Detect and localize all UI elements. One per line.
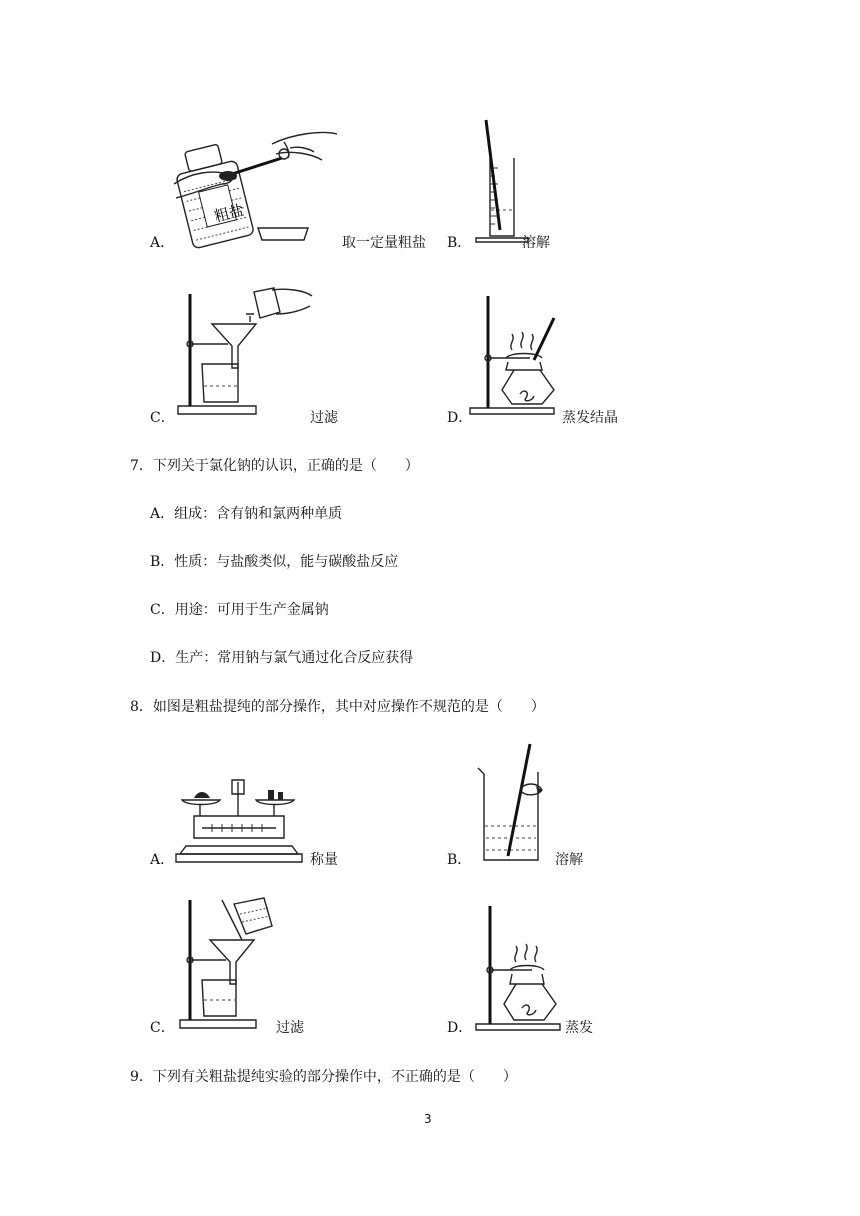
filtration-illustration — [178, 896, 278, 1034]
option-b: B．性质：与盐酸类似，能与碳酸盐反应 — [150, 554, 399, 570]
option-caption: 蒸发 — [565, 1020, 593, 1036]
option-letter: B． — [447, 235, 472, 251]
question-9-stem: 9．下列有关粗盐提纯实验的部分操作中，不正确的是（ ） — [130, 1069, 517, 1085]
option-caption: 过滤 — [276, 1020, 304, 1036]
filtration-illustration — [176, 284, 316, 418]
option-d: D．生产：常用钠与氯气通过化合反应获得 — [150, 650, 414, 666]
option-letter: A． — [150, 852, 175, 868]
option-letter: C． — [150, 410, 175, 426]
balance-illustration — [176, 776, 306, 864]
option-letter: C． — [150, 1020, 175, 1036]
page-number: 3 — [424, 1112, 432, 1126]
bottle-label: 粗盐 — [212, 200, 246, 226]
option-caption: 取一定量粗盐 — [342, 235, 426, 251]
salt-bottle-spoon-illustration — [172, 124, 342, 246]
evaporation-illustration — [474, 904, 564, 1032]
option-caption: 称量 — [310, 852, 338, 868]
beaker-stirring-illustration — [472, 742, 562, 864]
option-caption: 溶解 — [522, 235, 550, 251]
question-8-stem: 8．如图是粗盐提纯的部分操作，其中对应操作不规范的是（ ） — [130, 699, 545, 715]
option-letter: A． — [150, 235, 175, 251]
evaporation-illustration — [468, 294, 568, 418]
option-caption: 溶解 — [555, 852, 583, 868]
option-letter: D． — [447, 1020, 473, 1036]
option-caption: 蒸发结晶 — [562, 410, 618, 426]
option-a: A．组成：含有钠和氯两种单质 — [150, 506, 343, 522]
option-letter: D． — [447, 410, 473, 426]
option-letter: B． — [447, 852, 472, 868]
option-caption: 过滤 — [310, 410, 338, 426]
graduated-cylinder-illustration — [470, 118, 530, 246]
option-c: C．用途：可用于生产金属钠 — [150, 602, 329, 618]
question-stem: 7．下列关于氯化钠的认识，正确的是（ ） — [130, 458, 419, 474]
